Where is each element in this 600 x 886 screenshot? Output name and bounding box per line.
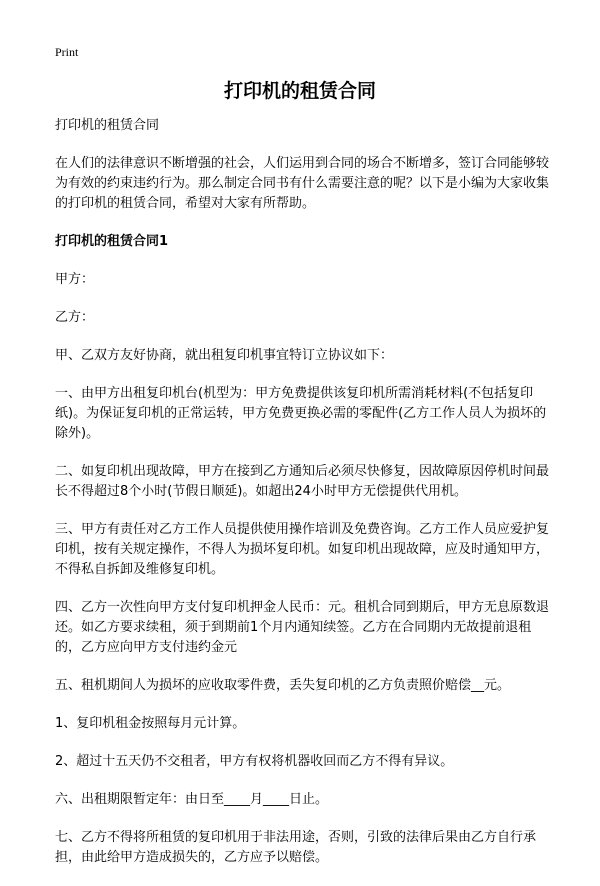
clause-1: 一、由甲方出租复印机台(机型为：甲方免费提供该复印机所需消耗材料(不包括复印纸)。为保证复印机的正常运转，甲方免费更换必需的零配件(乙方工作人员人为损坏的除外)。 [55, 386, 547, 441]
document-body [55, 116, 555, 886]
clause-5: 五、租机期间人为损坏的应收取零件费，丢失复印机的乙方负责照价赔偿__元。 [55, 678, 511, 693]
clause-6: 六、出租期限暂定年：由日至____月____日止。 [55, 792, 329, 807]
party-a: 甲方： [55, 272, 95, 287]
paragraph-heading: 打印机的租赁合同 [55, 118, 160, 133]
clause-5-item-1: 1、复印机租金按照每月元计算。 [55, 716, 246, 731]
party-b: 乙方： [55, 310, 95, 325]
clause-5-item-2: 2、超过十五天仍不交租者，甲方有权将机器收回而乙方不得有异议。 [55, 754, 454, 769]
clause-7: 七、乙方不得将所租赁的复印机用于非法用途，否则，引致的法律后果由乙方自行承担，由此给甲方造成损失的，乙方应予以赔偿。 [55, 830, 537, 865]
print-label: Print [55, 45, 79, 59]
clause-4: 四、乙方一次性向甲方支付复印机押金人民币：元。租机合同到期后，甲方无息原数退还。如乙方要求续租，须于到期前1个月内通知续签。乙方在合同期内无故提前退租的，乙方应向甲方支付违约金元 [55, 600, 550, 655]
agreement-preamble: 甲、乙双方友好协商，就出租复印机事宜特订立协议如下： [55, 348, 394, 363]
section-title: 打印机的租赁合同1 [55, 234, 169, 249]
clause-3: 三、甲方有责任对乙方工作人员提供使用操作培训及免费咨询。乙方工作人员应爱护复印机，按有关规定操作，不得人为损坏复印机。如复印机出现故障，应及时通知甲方，不得私自拆卸及维修复印机。 [55, 522, 550, 577]
paragraph-intro: 在人们的法律意识不断增强的社会，人们运用到合同的场合不断增多，签订合同能够较为有效的约束违约行为。那么制定合同书有什么需要注意的呢？以下是小编为大家收集的打印机的租赁合同，希望对大家有所帮助。 [55, 156, 550, 211]
document-title: 打印机的租赁合同 [223, 80, 376, 102]
clause-2: 二、如复印机出现故障，甲方在接到乙方通知后必须尽快修复，因故障原因停机时间最长不得超过8个小时(节假日顺延)。如超出24小时甲方无偿提供代用机。 [55, 464, 550, 499]
